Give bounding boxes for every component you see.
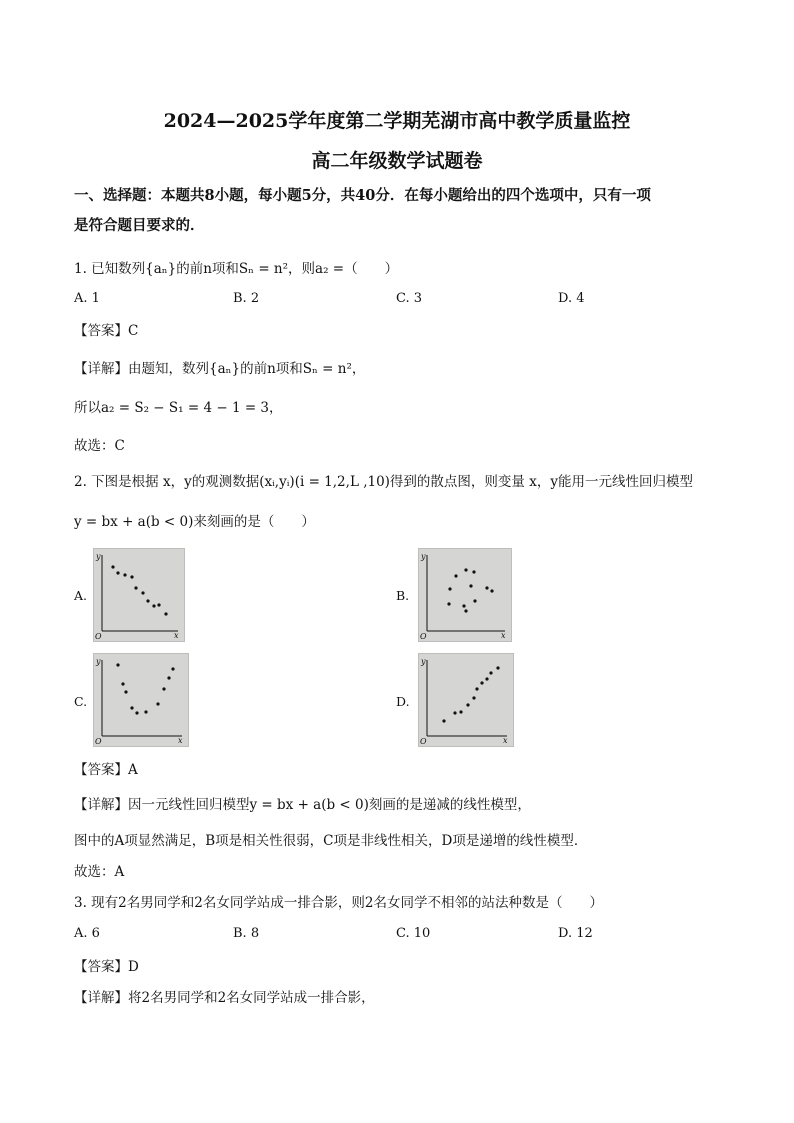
- q1-detail: 【详解】由题知，数列{aₙ}的前n项和Sₙ = n²，: [74, 361, 366, 377]
- q1-step: 所以a₂ = S₂ − S₁ = 4 − 1 = 3，: [74, 400, 283, 416]
- q1-stem: 1. 已知数列{aₙ}的前n项和Sₙ = n²，则a₂ =（ ）: [74, 261, 399, 277]
- q2-detail: 【详解】因一元线性回归模型y = bx + a(b < 0)刻画的是递减的线性模型，: [74, 797, 531, 813]
- plot-d-y-label: y: [421, 657, 426, 666]
- q2-label-a: A.: [74, 588, 88, 603]
- plot-c-x-label: x: [178, 736, 183, 745]
- q2-stem-line1: 2. 下图是根据 x，y的观测数据(xᵢ,yᵢ)(i = 1,2,L ,10)得到的散点图，则变量 x，y能用一元线性回归模型: [74, 474, 693, 490]
- q2-label-c: C.: [74, 694, 88, 709]
- plot-b-x-label: x: [501, 631, 506, 640]
- q1-option-b: B. 2: [233, 291, 260, 306]
- plot-d-x-label: x: [503, 736, 508, 745]
- q1-option-d: D. 4: [558, 291, 585, 306]
- scatter-plot-c: [93, 653, 189, 747]
- section-heading-line1: 一、选择题：本题共8小题，每小题5分，共40分．在每小题给出的四个选项中，只有一项: [74, 187, 651, 204]
- scatter-plot-b: [418, 548, 512, 642]
- section-heading-line2: 是符合题目要求的．: [74, 217, 205, 234]
- q2-stem-line2: y = bx + a(b < 0)来刻画的是（ ）: [74, 514, 315, 530]
- plot-a-y-label: y: [96, 552, 101, 561]
- plot-c-origin: O: [95, 737, 102, 746]
- plot-b-y-label: y: [421, 552, 426, 561]
- q1-option-a: A. 1: [74, 291, 100, 306]
- q2-label-d: D.: [396, 694, 410, 709]
- q2-explain: 图中的A项显然满足，B项是相关性很弱，C项是非线性相关，D项是递增的线性模型．: [74, 833, 588, 849]
- q2-label-b: B.: [396, 588, 410, 603]
- plot-c-y-label: y: [96, 657, 101, 666]
- q2-answer: 【答案】A: [74, 762, 138, 778]
- scatter-plot-a: [93, 548, 185, 642]
- plot-b-origin: O: [420, 632, 427, 641]
- q3-option-b: B. 8: [233, 926, 260, 941]
- q1-choose: 故选：C: [74, 438, 125, 454]
- q3-detail: 【详解】将2名男同学和2名女同学站成一排合影，: [74, 990, 375, 1006]
- q3-stem: 3. 现有2名男同学和2名女同学站成一排合影，则2名女同学不相邻的站法种数是（ ）: [74, 895, 603, 911]
- q3-option-c: C. 10: [396, 926, 431, 941]
- q1-option-c: C. 3: [396, 291, 423, 306]
- q2-choose: 故选：A: [74, 864, 125, 880]
- plot-a-origin: O: [95, 632, 102, 641]
- plot-d-origin: O: [420, 737, 427, 746]
- page-subtitle: 高二年级数学试题卷: [311, 150, 483, 172]
- page-title: 2024—2025学年度第二学期芜湖市高中教学质量监控: [163, 110, 631, 132]
- q3-option-a: A. 6: [74, 926, 100, 941]
- q1-answer: 【答案】C: [74, 323, 139, 339]
- q3-option-d: D. 12: [558, 926, 593, 941]
- plot-a-x-label: x: [174, 631, 179, 640]
- q3-answer: 【答案】D: [74, 959, 139, 975]
- scatter-plot-d: [418, 653, 514, 747]
